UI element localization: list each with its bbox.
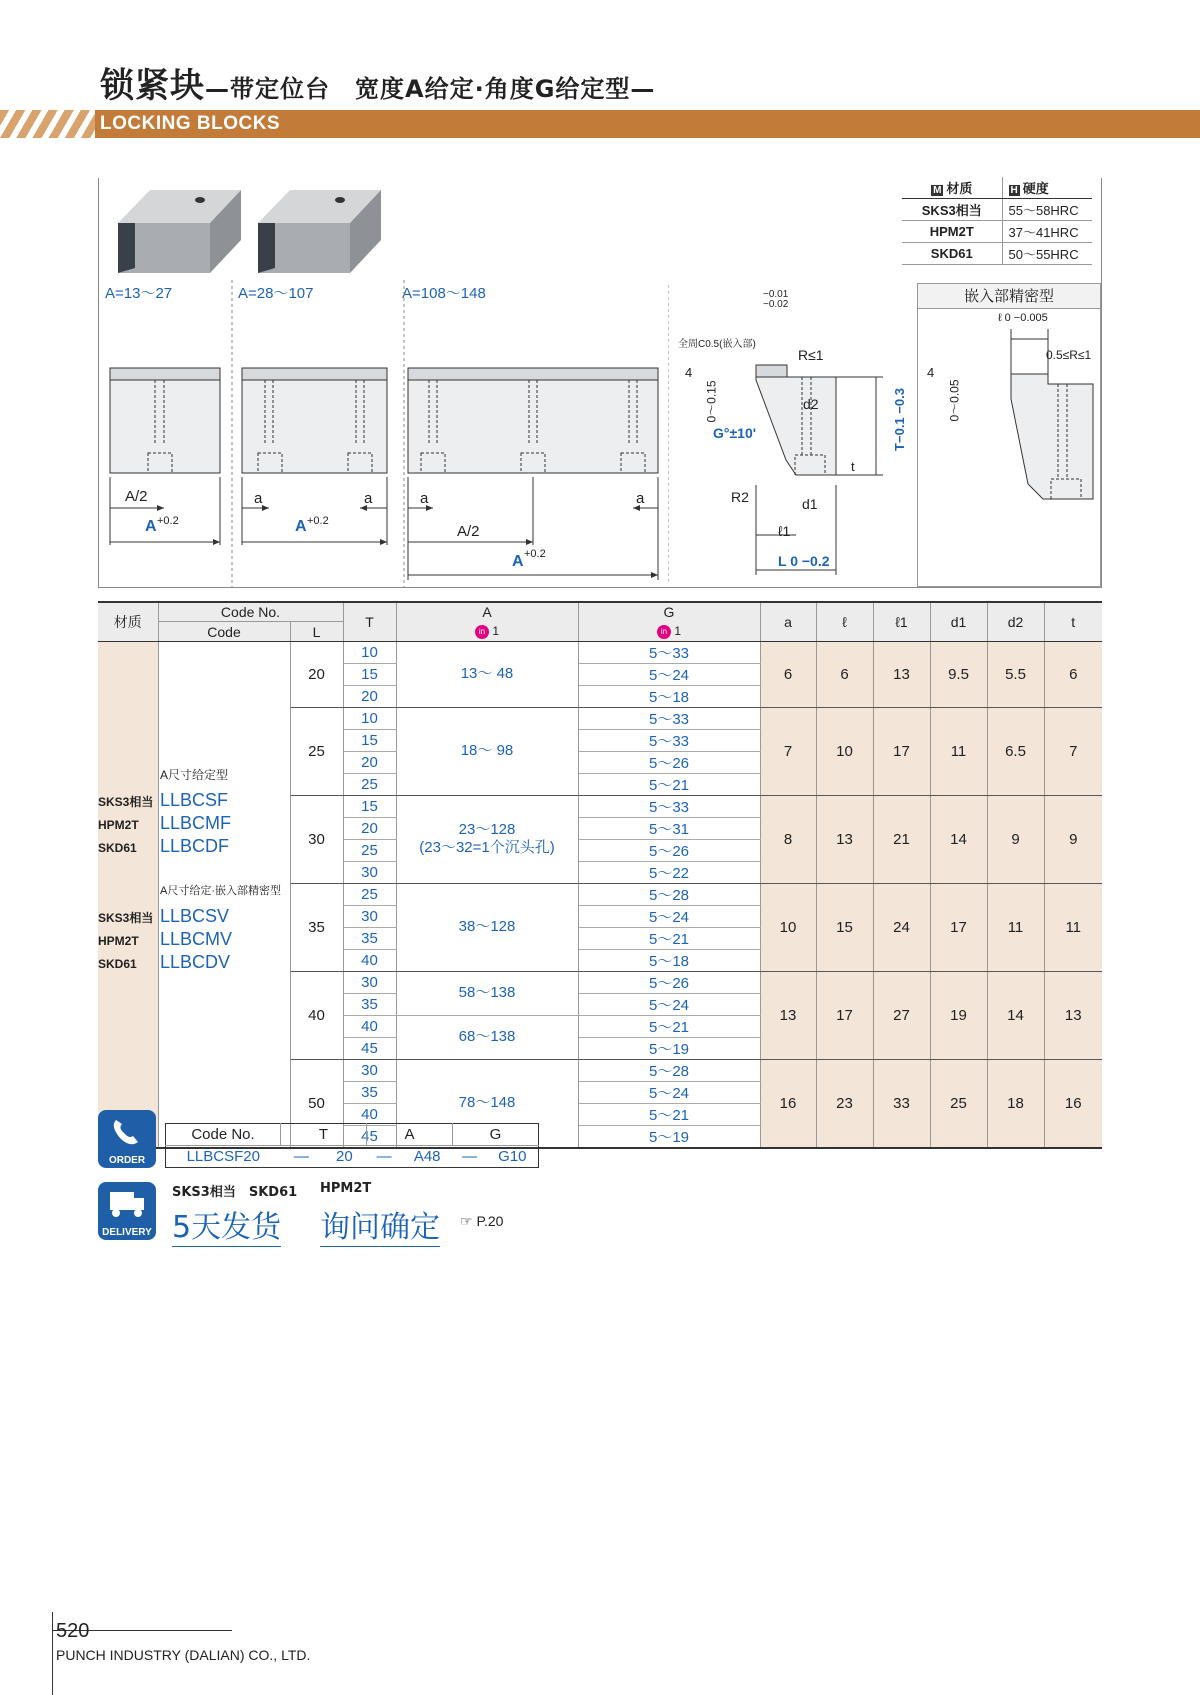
cell-t: 16: [1044, 1059, 1102, 1148]
drawing-large: [408, 368, 658, 473]
th-t: t: [1044, 602, 1102, 641]
dim-a-left-3: a: [420, 490, 429, 507]
order-sep: —: [376, 1148, 392, 1165]
dim-G-angle: G°±10': [713, 425, 757, 441]
delivery-mat1: SKS3相当 SKD61: [172, 1185, 298, 1200]
table-row: [98, 641, 1102, 663]
dim-A-half-3: A/2: [457, 523, 480, 540]
cell-d1: 9.5: [930, 641, 987, 707]
material-name: HPM2T: [902, 221, 1002, 243]
dim-d1: d1: [802, 496, 818, 512]
cell-G: 5～24: [578, 905, 760, 927]
cell-L: 25: [290, 707, 343, 795]
cell-T: 15: [343, 663, 396, 685]
inset-dim-0-005: 0～0.05: [947, 379, 962, 422]
cell-d1: 25: [930, 1059, 987, 1148]
dim-A-half-1: A/2: [125, 488, 148, 505]
cell-A: 18～ 98: [396, 707, 578, 795]
cell-T: 40: [343, 949, 396, 971]
cell-G: 5～18: [578, 685, 760, 707]
side-view-drawing: [668, 285, 916, 585]
cell-T: 40: [343, 1015, 396, 1037]
cell-d2: 11: [987, 883, 1044, 971]
page-subtitle: —带定位台 宽度A给定·角度G给定型—: [205, 75, 656, 103]
delivery-inquire: 询问确定: [320, 1202, 440, 1247]
cell-l: 13: [816, 795, 873, 883]
dim-l-tol: −0.01 −0.02: [763, 289, 789, 310]
range-label-2: A=28～107: [238, 285, 314, 302]
th-A-unit: in 1: [396, 622, 578, 642]
cell-l1: 13: [873, 641, 930, 707]
th-G: G: [578, 602, 760, 622]
cell-d1: 11: [930, 707, 987, 795]
cell-L: 35: [290, 883, 343, 971]
group2-mat: SKS3相当: [98, 911, 154, 925]
dim-R1: R≤1: [798, 347, 824, 363]
dim-A-3: A: [512, 553, 524, 570]
cell-a: 6: [760, 641, 816, 707]
material-hardness-table: [902, 177, 1092, 265]
cell-G: 5～26: [578, 839, 760, 861]
cell-G: 5～33: [578, 795, 760, 817]
cell-T: 20: [343, 751, 396, 773]
cell-l1: 24: [873, 883, 930, 971]
material-name: SKS3相当: [902, 199, 1002, 221]
cell-G: 5～28: [578, 1059, 760, 1081]
hardness-value: 37～41HRC: [1002, 221, 1092, 243]
cell-G: 5～24: [578, 663, 760, 685]
delivery-icon: DELIVERY: [98, 1182, 156, 1240]
order-h-T: T: [281, 1124, 367, 1146]
company-name: PUNCH INDUSTRY (DALIAN) CO., LTD.: [56, 1647, 311, 1663]
cell-t: 7: [1044, 707, 1102, 795]
inset-title: 嵌入部精密型: [918, 284, 1100, 309]
th-l1: ℓ1: [873, 602, 930, 641]
order-example-table: [165, 1123, 539, 1168]
th-code: Code: [158, 622, 290, 642]
cell-T: 15: [343, 729, 396, 751]
cell-d1: 19: [930, 971, 987, 1059]
dim-l1: ℓ1: [778, 523, 791, 539]
banner-stripes: [0, 110, 95, 138]
cell-G: 5～22: [578, 861, 760, 883]
front-view-drawings: [98, 280, 668, 588]
cell-G: 5～19: [578, 1037, 760, 1059]
cell-T: 20: [343, 685, 396, 707]
hardness-icon: H: [1010, 185, 1018, 196]
cell-a: 8: [760, 795, 816, 883]
cell-T: 30: [343, 971, 396, 993]
product-photo-2: [258, 190, 381, 273]
inset-precision-type: [917, 283, 1101, 587]
cell-T: 45: [343, 1037, 396, 1059]
cell-G: 5～21: [578, 1103, 760, 1125]
cell-l: 15: [816, 883, 873, 971]
cell-a: 7: [760, 707, 816, 795]
dim-0-015: 0～0.15: [704, 380, 719, 423]
pink-mm-icon: in: [657, 625, 671, 639]
range-label-3: A=108～148: [402, 285, 486, 302]
order-v-G: G10: [498, 1148, 527, 1165]
cell-G: 5～24: [578, 1081, 760, 1103]
cell-l: 23: [816, 1059, 873, 1148]
th-l: ℓ: [816, 602, 873, 641]
cell-t: 13: [1044, 971, 1102, 1059]
dim-A-tol-1: +0.2: [157, 515, 179, 527]
page-reference-link[interactable]: ☞ P.20: [460, 1213, 504, 1229]
cell-l1: 21: [873, 795, 930, 883]
cell-A: 23～128 (23～32=1个沉头孔): [396, 795, 578, 883]
order-h-G: G: [453, 1124, 539, 1146]
cell-d2: 14: [987, 971, 1044, 1059]
order-v-code: LLBCSF20: [186, 1148, 260, 1165]
dim-A-2: A: [295, 518, 307, 535]
inset-dim-l: ℓ 0 −0.005: [998, 312, 1048, 324]
cell-G: 5～18: [578, 949, 760, 971]
th-d2: d2: [987, 602, 1044, 641]
cell-T: 20: [343, 817, 396, 839]
cell-T: 10: [343, 707, 396, 729]
cell-t: 6: [1044, 641, 1102, 707]
phone-icon: [98, 1110, 156, 1152]
page-title: 锁紧块—带定位台 宽度A给定·角度G给定型—: [100, 66, 656, 106]
th-T: T: [343, 602, 396, 641]
cell-d1: 17: [930, 883, 987, 971]
material-header: M 材质: [902, 177, 1002, 199]
order-icon: ORDER: [98, 1110, 156, 1168]
cell-G: 5～21: [578, 927, 760, 949]
group2-code: LLBCDV: [160, 952, 231, 972]
range-label-1: A=13～27: [105, 285, 173, 302]
cell-a: 13: [760, 971, 816, 1059]
hardness-value: 55～58HRC: [1002, 199, 1092, 221]
banner-label: LOCKING BLOCKS: [100, 113, 281, 134]
order-sep: —: [462, 1148, 478, 1165]
dim-4: 4: [685, 365, 693, 380]
cell-l1: 17: [873, 707, 930, 795]
cell-d2: 18: [987, 1059, 1044, 1148]
dim-a-left-2: a: [254, 490, 263, 507]
th-material: 材质: [98, 602, 158, 641]
th-L: L: [290, 622, 343, 642]
dim-L: L 0 −0.2: [778, 553, 830, 569]
group1-caption: A尺寸给定型: [160, 768, 229, 782]
product-photo-1: [118, 190, 241, 273]
cell-T: 10: [343, 641, 396, 663]
cell-l1: 27: [873, 971, 930, 1059]
cell-L: 30: [290, 795, 343, 883]
order-h-A: A: [367, 1124, 453, 1146]
cell-G: 5～19: [578, 1125, 760, 1148]
cell-d1: 14: [930, 795, 987, 883]
cell-a: 16: [760, 1059, 816, 1148]
cell-T: 30: [343, 1059, 396, 1081]
cell-G: 5～28: [578, 883, 760, 905]
dim-R2: R2: [731, 489, 749, 505]
page-number: 520: [56, 1620, 90, 1642]
cell-l1: 33: [873, 1059, 930, 1148]
group1-code: LLBCSF: [160, 790, 229, 810]
dim-a-right-3: a: [636, 490, 645, 507]
material-icon: M: [933, 185, 942, 196]
cell-T: 30: [343, 905, 396, 927]
group1-list: [98, 790, 298, 859]
group1-code: LLBCDF: [160, 836, 230, 856]
order-sep: —: [293, 1148, 309, 1165]
dim-A-tol-2: +0.2: [307, 515, 329, 527]
section-banner: [0, 107, 1200, 140]
cell-G: 5～26: [578, 971, 760, 993]
cell-A: 78～148: [396, 1059, 578, 1148]
footer-rule-vertical: [52, 1612, 53, 1695]
cell-A: 68～138: [396, 1015, 578, 1059]
cell-l: 17: [816, 971, 873, 1059]
dim-t: t: [851, 459, 855, 474]
group2-list: [98, 906, 298, 975]
cell-T: 25: [343, 773, 396, 795]
dim-T: T−0.1 −0.3: [891, 388, 907, 451]
th-A: A: [396, 602, 578, 622]
spec-table: [98, 601, 1102, 1149]
pink-mm-icon: in: [475, 625, 489, 639]
cell-G: 5～33: [578, 641, 760, 663]
th-a: a: [760, 602, 816, 641]
group2-code: LLBCSV: [160, 906, 230, 926]
group1-mat: SKS3相当: [98, 795, 154, 809]
cell-T: 15: [343, 795, 396, 817]
cell-A: 38～128: [396, 883, 578, 971]
cell-A: 13～ 48: [396, 641, 578, 707]
hardness-value: 50～55HRC: [1002, 243, 1092, 265]
cell-l: 10: [816, 707, 873, 795]
cell-G: 5～21: [578, 1015, 760, 1037]
group2-mat: SKD61: [98, 957, 137, 971]
group1-code: LLBCMF: [160, 813, 232, 833]
drawing-medium: [242, 368, 387, 473]
cell-T: 45: [343, 1125, 396, 1148]
hardness-header: H 硬度: [1002, 177, 1092, 199]
cell-L: 40: [290, 971, 343, 1059]
cell-d2: 9: [987, 795, 1044, 883]
th-d1: d1: [930, 602, 987, 641]
material-name: SKD61: [902, 243, 1002, 265]
th-G-unit: in 1: [578, 622, 760, 642]
cell-G: 5～33: [578, 729, 760, 751]
dim-a-right-2: a: [364, 490, 373, 507]
group2-code: LLBCMV: [160, 929, 233, 949]
inset-dim-4: 4: [927, 365, 935, 380]
drawing-small: [110, 368, 220, 473]
cell-G: 5～21: [578, 773, 760, 795]
cell-T: 25: [343, 839, 396, 861]
dim-A-tol-3: +0.2: [524, 548, 546, 560]
cell-T: 35: [343, 927, 396, 949]
cell-G: 5～31: [578, 817, 760, 839]
product-photos: [115, 178, 415, 278]
cell-G: 5～33: [578, 707, 760, 729]
dim-d2: d2: [803, 396, 819, 412]
cell-T: 35: [343, 1081, 396, 1103]
cell-t: 9: [1044, 795, 1102, 883]
cell-L: 20: [290, 641, 343, 707]
cell-T: 25: [343, 883, 396, 905]
order-v-T: 20: [336, 1148, 353, 1165]
order-h-code: Code No.: [166, 1124, 281, 1146]
order-v-A: A48: [413, 1148, 441, 1165]
cell-t: 11: [1044, 883, 1102, 971]
dim-A-1: A: [145, 518, 157, 535]
group2-caption: A尺寸给定·嵌入部精密型: [160, 885, 281, 897]
chamfer-note: 全周C0.5(嵌入部): [678, 339, 756, 350]
th-code-no: Code No.: [158, 602, 343, 622]
cell-L: 50: [290, 1059, 343, 1148]
cell-T: 30: [343, 861, 396, 883]
cell-G: 5～24: [578, 993, 760, 1015]
delivery-days: 5天发货: [172, 1202, 281, 1247]
material-cell: [98, 641, 158, 1148]
cell-T: 40: [343, 1103, 396, 1125]
cell-d2: 5.5: [987, 641, 1044, 707]
cell-d2: 6.5: [987, 707, 1044, 795]
inset-dim-R: 0.5≤R≤1: [1046, 348, 1092, 362]
group2-mat: HPM2T: [98, 934, 139, 948]
cell-l: 6: [816, 641, 873, 707]
cell-A: 58～138: [396, 971, 578, 1015]
group1-mat: HPM2T: [98, 818, 139, 832]
cell-T: 35: [343, 993, 396, 1015]
cell-G: 5～26: [578, 751, 760, 773]
group1-mat: SKD61: [98, 841, 137, 855]
truck-icon: [98, 1182, 156, 1224]
cell-a: 10: [760, 883, 816, 971]
delivery-mat2: HPM2T: [320, 1181, 372, 1196]
